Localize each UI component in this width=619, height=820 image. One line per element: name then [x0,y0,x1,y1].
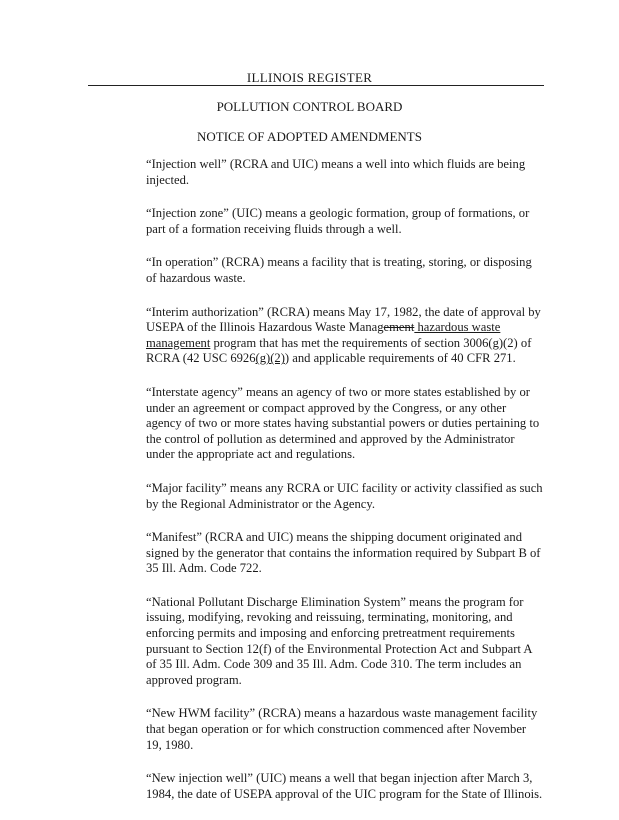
definition-paragraph: “Major facility” means any RCRA or UIC facility or activity classified as such by the Regional Administrator or the Agency. [146,480,543,511]
register-title [0,70,619,86]
notice-title: NOTICE OF ADOPTED AMENDMENTS [197,129,422,144]
board-title: POLLUTION CONTROL BOARD [216,99,403,114]
definition-paragraph: “Injection well” (RCRA and UIC) means a well into which fluids are being injected. [146,157,526,187]
amended-text-pre: “Interim authorization” (RCRA) means May 17, 1982, the date of approval by USEPA of the Illinois Hazardous Waste Manag [146,304,541,335]
amended-text-post: ) and applicable requirements of 40 CFR 271. [284,351,516,366]
definition-paragraph: “National Pollutant Discharge Elimination System” means the program for issuing, modifying, revoking and reissuing, terminating, monitoring, and enforcing permits and imposing and enforcing pretreatment requirements pursuant to Section 12(f) of the Environmental Protection Act and Subpart A of 35 Ill. Adm. Code 309 and 35 Ill. Adm. Code 310. The term includes an approved program. [146,594,532,687]
definition-paragraph: “Injection zone” (UIC) means a geologic formation, group of formations, or part of a formation receiving fluids through a well. [146,206,530,236]
definitions-body [146,157,544,820]
struck-text: ement [383,320,415,335]
inserted-text: hazardous waste management [146,320,501,350]
underlined-text: (g)(2) [255,351,285,366]
definition-paragraph-amended [146,305,544,367]
definition-paragraph: “Interstate agency” means an agency of two or more states established by or under an agreement or compact approved by the Congress, or any other agency of two or more states having substantial powers or duties pertaining to the control of pollution as determined and approved by the Administrator under the appropriate act and regulations. [146,384,540,462]
definition-paragraph: “New HWM facility” (RCRA) means a hazardous waste management facility that began operation or for which construction commenced after November 19, 1980. [146,706,538,752]
register-title-text: ILLINOIS REGISTER [243,70,376,85]
definition-paragraph: “In operation” (RCRA) means a facility that is treating, storing, or disposing of hazardous waste. [146,255,532,285]
definition-paragraph: “Manifest” (RCRA and UIC) means the shipping document originated and signed by the generator that contains the information required by Subpart B of 35 Ill. Adm. Code 722. [146,530,541,576]
amended-text-mid: program that has met the requirements of section 3006(g)(2) of RCRA (42 USC 6926 [146,335,532,366]
definition-paragraph: “New injection well” (UIC) means a well that began injection after March 3, 1984, the date of USEPA approval of the UIC program for the State of Illinois. [146,771,543,801]
